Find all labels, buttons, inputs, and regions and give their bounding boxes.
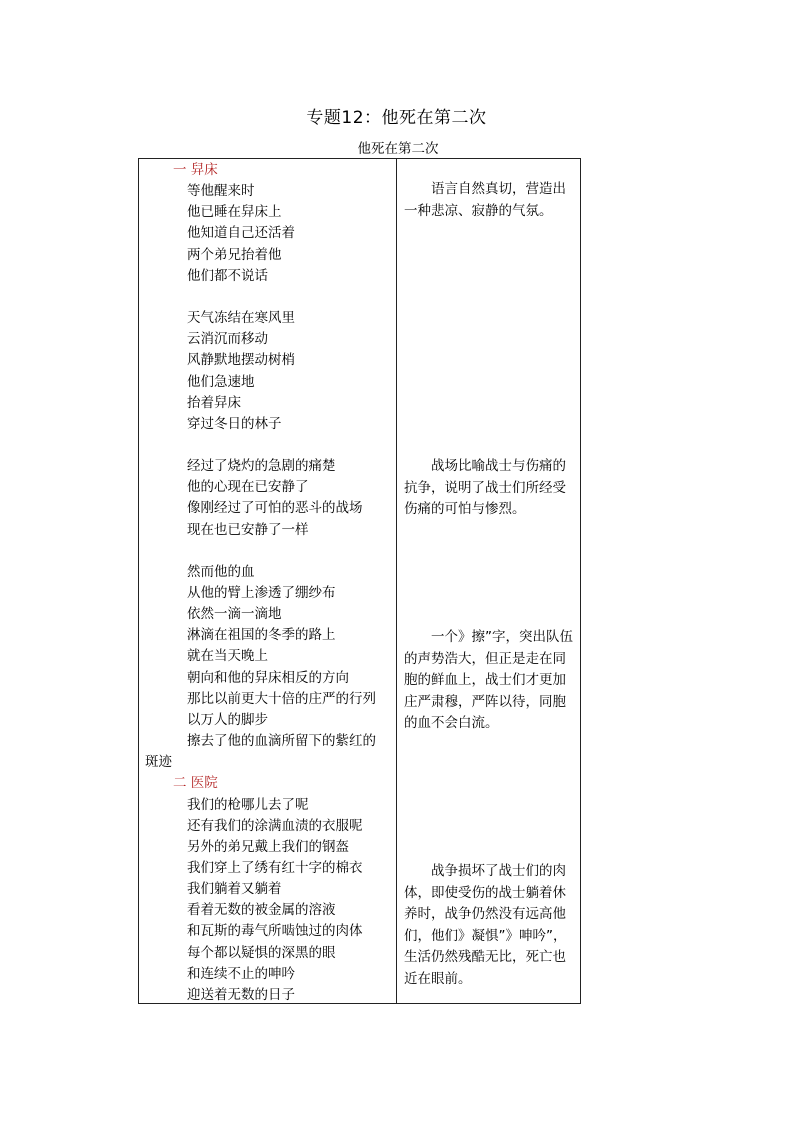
poem-line: 天气冻结在寒风里 <box>187 310 295 327</box>
poem-line: 另外的弟兄戴上我们的钢盔 <box>187 838 349 855</box>
poem-line: 像刚经过了可怕的恶斗的战场 <box>187 500 363 517</box>
page-title: 专题12：他死在第二次 <box>306 108 487 128</box>
poem-line: 从他的臂上渗透了绷纱布 <box>187 585 336 601</box>
poem-analysis-table <box>138 158 581 1004</box>
poem-line: 然而他的血 <box>187 563 255 580</box>
poem-line: 他们都不说话 <box>187 267 268 284</box>
poem-line: 他知道自己还活着 <box>187 225 295 242</box>
poem-line: 迎送着无数的日子 <box>187 986 295 1003</box>
poem-line: 他们急速地 <box>187 373 255 390</box>
section-heading: 二 医院 <box>173 775 218 792</box>
note-2: 战场比喻战士与伤痛的抗争，说明了战士们所经受伤痛的可怕与惨烈。 <box>404 458 566 517</box>
poem-line: 就在当天晚上 <box>187 648 268 665</box>
poem-line: 淋滴在祖国的冬季的路上 <box>187 627 336 644</box>
note-4: 战争损坏了战士们的肉体，即使受伤的战士躺着休养时，战争仍然没有远高他们，他们》凝惧”》呻吟”，生活仍然残酷无比，死亡也近在眼前。 <box>404 863 567 987</box>
column-divider <box>396 159 397 1003</box>
note-1: 语言自然真切，营造出一种悲凉、寂静的气氛。 <box>404 181 566 219</box>
poem-line: 抬着舁床 <box>187 394 241 411</box>
table-caption: 他死在第二次 <box>357 141 439 157</box>
note-3: 一个》擦”字，突出队伍的声势浩大，但正是走在同胞的鲜血上，战士们才更加庄严肃穆，严阵以待，同胞的血不会白流。 <box>404 629 573 731</box>
poem-line: 朝向和他的舁床相反的方向 <box>187 669 349 686</box>
poem-line: 看着无数的被金属的溶液 <box>187 902 336 919</box>
poem-line: 依然一滴一滴地 <box>187 606 282 623</box>
poem-line: 穿过冬日的林子 <box>187 415 282 432</box>
poem-line: 云消沉而移动 <box>187 331 268 348</box>
poem-line: 风静默地摆动树梢 <box>187 352 295 369</box>
poem-line: 每个都以疑惧的深黑的眼 <box>187 944 336 961</box>
poem-line: 等他醒来时 <box>187 183 255 200</box>
poem-line: 两个弟兄抬着他 <box>187 246 282 263</box>
poem-line: 我们的枪哪儿去了呢 <box>187 796 309 813</box>
poem-line: 他已睡在舁床上 <box>187 204 282 221</box>
poem-line: 我们穿上了绣有红十字的棉衣 <box>187 859 363 876</box>
poem-line: 我们躺着又躺着 <box>187 881 282 898</box>
poem-line: 经过了烧灼的急剧的痛楚 <box>187 458 336 475</box>
section-heading: 一 舁床 <box>173 162 218 178</box>
poem-line: 和瓦斯的毒气所啮蚀过的肉体 <box>187 923 363 940</box>
poem-line-wrap: 斑迹 <box>145 754 172 771</box>
poem-line: 还有我们的涂满血渍的衣服呢 <box>187 817 363 834</box>
poem-line: 那比以前更大十倍的庄严的行列 <box>187 690 376 707</box>
poem-line: 擦去了他的血滴所留下的紫红的 <box>187 733 376 750</box>
poem-line: 他的心现在已安静了 <box>187 479 309 496</box>
poem-line: 现在也已安静了一样 <box>187 521 309 538</box>
poem-line: 和连续不止的呻吟 <box>187 965 295 982</box>
poem-line: 以万人的脚步 <box>187 711 268 728</box>
